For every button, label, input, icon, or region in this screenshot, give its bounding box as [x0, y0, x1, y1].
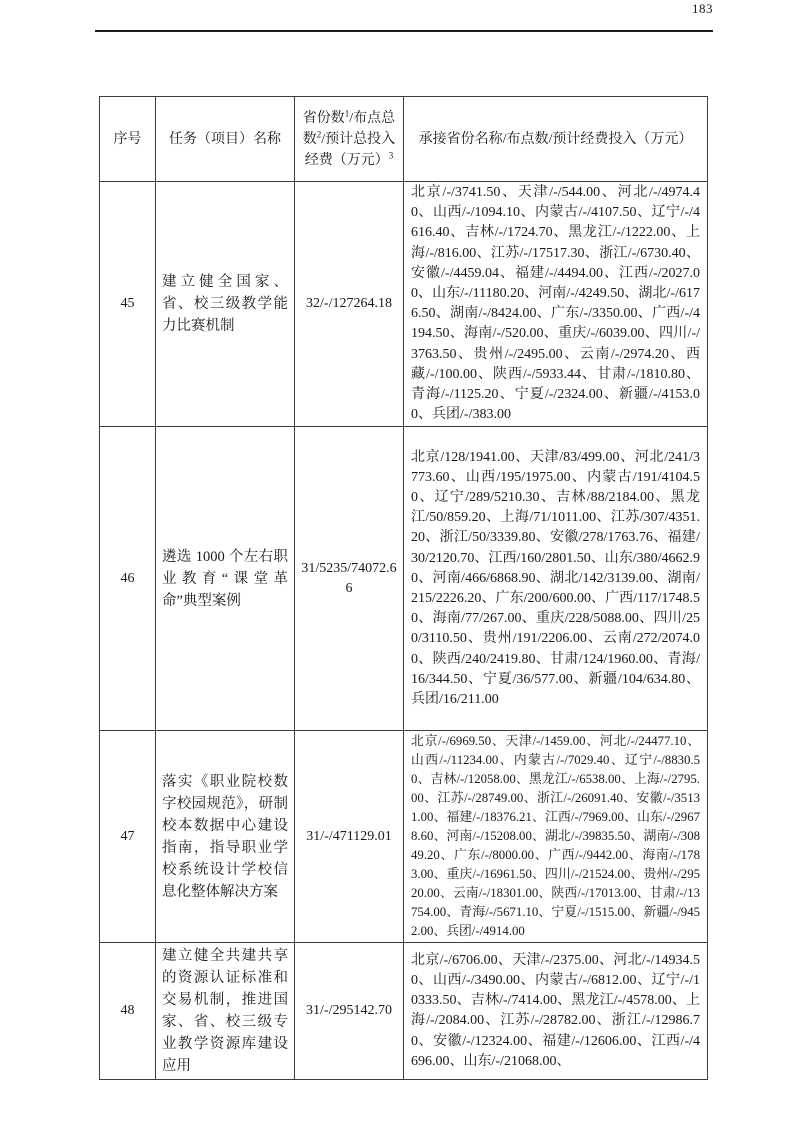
cell-task: 建立健全国家、省、校三级教学能力比赛机制 [156, 182, 295, 427]
cell-index: 47 [100, 731, 156, 943]
header-cell-index: 序号 [100, 97, 156, 182]
cell-summary: 32/-/127264.18 [295, 182, 404, 427]
table-row-45 [100, 182, 708, 427]
cell-summary: 31/-/471129.01 [295, 731, 404, 943]
header-summary-part3: /预计总投入经费（万元） [304, 131, 396, 168]
cell-province-details: 北京/-/3741.50、天津/-/544.00、河北/-/4974.40、山西/-/1094.10、内蒙古/-/4107.50、辽宁/-/4616.40、吉林/-/1724.70、黑龙江/-/1222.00、上海/-/816.00、江苏/-/17517.30、浙江/-/6730.40、安徽/-/4459.04、福建/-/4494.00、江西/-/2027.00、山东/-/11180.20、河南/-/4249.50、湖北/-/6176.50、湖南/-/8424.00、广东/-/3350.00、广西/-/4194.50、海南/-/520.00、重庆/-/6039.00、四川/-/3763.50、贵州/-/2495.00、云南/-/2974.20、西藏/-/100.00、陕西/-/5933.44、甘肃/-/1810.80、青海/-/1125.20、宁夏/-/2324.00、新疆/-/4153.00、兵团/-/383.00 [404, 182, 708, 427]
cell-task: 建立健全共建共享的资源认证标准和交易机制，推进国家、省、校三级专业教学资源库建设应用 [156, 943, 295, 1080]
cell-province-details: 北京/-/6706.00、天津/-/2375.00、河北/-/14934.50、山西/-/3490.00、内蒙古/-/6812.00、辽宁/-/10333.50、吉林/-/7414.00、黑龙江/-/4578.00、上海/-/2084.00、江苏/-/28782.00、浙江/-/12986.70、安徽/-/12324.00、福建/-/12606.00、江西/-/4696.00、山东/-/21068.00、 [404, 943, 708, 1080]
table-header-row [100, 97, 708, 182]
cell-province-details: 北京/-/6969.50、天津/-/1459.00、河北/-/24477.10、山西/-/11234.00、内蒙古/-/7029.40、辽宁/-/8830.50、吉林/-/12058.00、黑龙江/-/6538.00、上海/-/2795.00、江苏/-/28749.00、浙江/-/26091.40、安徽/-/35131.00、福建/-/18376.21、江西/-/7969.00、山东/-/29678.60、河南/-/15208.00、湖北/-/39835.50、湖南/-/30849.20、广东/-/8000.00、广西/-/9442.00、海南/-/1783.00、重庆/-/16961.50、四川/-/21524.00、贵州/-/29520.00、云南/-/18301.00、陕西/-/17013.00、甘肃/-/13754.00、青海/-/5671.10、宁夏/-/1515.00、新疆/-/9452.00、兵团/-/4914.00 [404, 731, 708, 943]
header-cell-provinces: 承接省份名称/布点数/预计经费投入（万元） [404, 97, 708, 182]
footnote-marker-3: 3 [388, 149, 394, 160]
cell-summary: 31/-/295142.70 [295, 943, 404, 1080]
cell-task: 遴选 1000 个左右职业教育“课堂革命”典型案例 [156, 427, 295, 731]
cell-province-details: 北京/128/1941.00、天津/83/499.00、河北/241/3773.60、山西/195/1975.00、内蒙古/191/4104.50、辽宁/289/5210.30、吉林/88/2184.00、黑龙江/50/859.20、上海/71/1011.00、江苏/307/4351.20、浙江/50/3339.80、安徽/278/1763.76、福建/30/2120.70、江西/160/2801.50、山东/380/4662.90、河南/466/6868.90、湖北/142/3139.00、湖南/215/2226.20、广东/200/600.00、广西/117/1748.50、海南/77/267.00、重庆/228/5088.00、四川/250/3110.50、贵州/191/2206.00、云南/272/2074.00、陕西/240/2419.80、甘肃/124/1960.00、青海/16/344.50、宁夏/36/577.00、新疆/104/634.80、兵团/16/211.00 [404, 427, 708, 731]
table-row-46 [100, 427, 708, 731]
header-cell-task: 任务（项目）名称 [156, 97, 295, 182]
header-rule [95, 30, 713, 32]
footnote-marker-2: 2 [316, 128, 322, 139]
table-row-48 [100, 943, 708, 1080]
cell-index: 46 [100, 427, 156, 731]
header-summary-part2: /布点总数 [302, 110, 396, 147]
cell-index: 45 [100, 182, 156, 427]
footnote-marker-1: 1 [344, 107, 350, 118]
header-cell-summary [295, 97, 404, 182]
cell-task: 落实《职业院校数字校园规范》，研制校本数据中心建设指南，指导职业学校系统设计学校信息化整体解决方案 [156, 731, 295, 943]
header-summary-part1: 省份数 [302, 110, 345, 126]
table-row-47 [100, 731, 708, 943]
cell-summary: 31/5235/74072.66 [295, 427, 404, 731]
cell-index: 48 [100, 943, 156, 1080]
projects-table [99, 96, 708, 1080]
page-number: 183 [692, 1, 713, 16]
